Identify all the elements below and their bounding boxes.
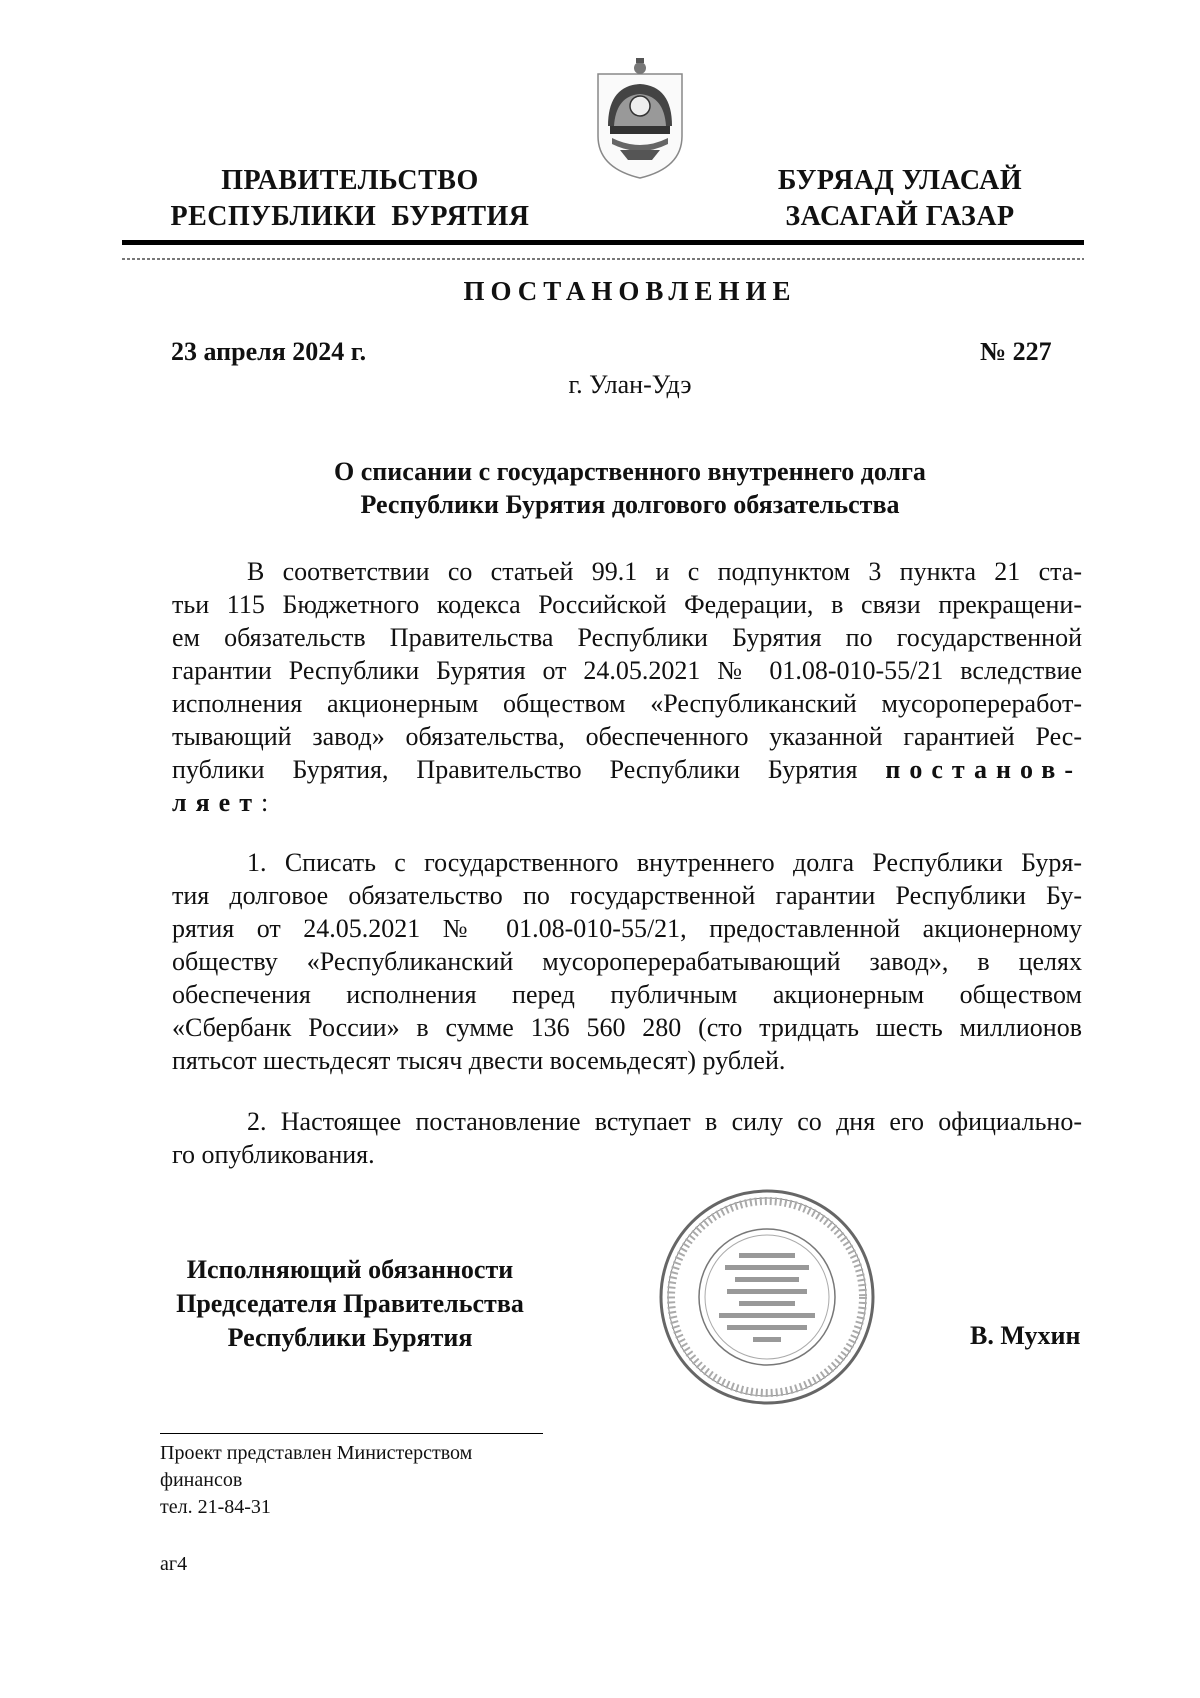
- item-2-line: го опубликования.: [172, 1140, 375, 1169]
- government-name-bua-line-1: БУРЯАД УЛАСАЙ: [777, 165, 1023, 196]
- footer-line-2: финансов: [160, 1469, 243, 1491]
- government-name-line-2: РЕСПУБЛИКИ БУРЯТИЯ: [170, 201, 530, 232]
- preamble-line: тьи 115 Бюджетного кодекса Российской Федерации, в связи прекращени-: [172, 590, 1082, 619]
- document-title: [160, 455, 1100, 521]
- government-name-line-1: ПРАВИТЕЛЬСТВО: [221, 165, 479, 196]
- item-2-paragraph: [172, 1105, 1082, 1171]
- item-1-line: 1. Списать с государственного внутреннего долга Республики Буря-: [247, 848, 1082, 877]
- signatory-position: [150, 1253, 550, 1355]
- preamble-line: гарантии Республики Бурятия от 24.05.2021 № 01.08-010-55/21 вследствие: [172, 656, 1082, 685]
- preamble-line-with-keyword: [172, 753, 1082, 786]
- signatory-name: В. Мухин: [970, 1321, 1081, 1350]
- document-city: г. Улан-Удэ: [568, 370, 692, 399]
- title-line-2: Республики Бурятия долгового обязательства: [360, 490, 900, 519]
- signatory-position-line-2: Председателя Правительства: [176, 1289, 524, 1318]
- header-divider-thin: [122, 258, 1084, 260]
- preamble-line: публики Бурятия, Правительство Республики Бурятия: [172, 755, 858, 784]
- preamble-line: В соответствии со статьей 99.1 и с подпунктом 3 пункта 21 ста-: [247, 557, 1082, 586]
- document-date: 23 апреля 2024 г.: [171, 337, 367, 366]
- footer-line-1: Проект представлен Министерством: [160, 1442, 473, 1464]
- footer-line-3: тел. 21-84-31: [160, 1496, 271, 1518]
- government-name-ru: [150, 163, 550, 235]
- decree-keyword-part-2: ляет: [172, 788, 261, 817]
- item-1-line: рятия от 24.05.2021 № 01.08-010-55/21, предоставленной акционерному: [172, 914, 1082, 943]
- preamble-line: ем обязательств Правительства Республики Бурятия по государственной: [172, 623, 1082, 652]
- item-1-line: «Сбербанк России» в сумме 136 560 280 (сто тридцать шесть миллионов: [172, 1013, 1082, 1042]
- preamble-paragraph: [172, 555, 1082, 819]
- preamble-line: тывающий завод» обязательства, обеспеченного указанной гарантией Рес-: [172, 722, 1082, 751]
- item-1-line: пятьсот шестьдесят тысяч двести восемьдесят) рублей.: [172, 1046, 786, 1075]
- coat-of-arms-icon: [590, 56, 690, 180]
- document-type: ПОСТАНОВЛЕНИЕ: [463, 276, 797, 306]
- government-name-bua-line-2: ЗАСАГАЙ ГАЗАР: [785, 201, 1015, 232]
- official-seal-icon: [657, 1187, 877, 1407]
- signatory-position-line-3: Республики Бурятия: [227, 1323, 473, 1352]
- item-2-line: 2. Настоящее постановление вступает в силу со дня его официально-: [247, 1107, 1082, 1136]
- signatory-position-line-1: Исполняющий обязанности: [186, 1255, 514, 1284]
- item-1-line: обществу «Республиканский мусороперерабатывающий завод», в целях: [172, 947, 1082, 976]
- item-1-line: обеспечения исполнения перед публичным акционерным обществом: [172, 980, 1082, 1009]
- footer-note: [160, 1440, 472, 1521]
- decree-keyword-part-1: постанов-: [885, 755, 1083, 784]
- footer-code: аг4: [160, 1553, 188, 1575]
- preamble-line: исполнения акционерным обществом «Республиканский мусоропереработ-: [172, 689, 1082, 718]
- footer-divider: [160, 1433, 543, 1434]
- preamble-line-end: [172, 786, 1082, 819]
- item-1-line: тия долговое обязательство по государственной гарантии Республики Бу-: [172, 881, 1082, 910]
- government-name-bua: [740, 163, 1060, 235]
- document-number: № 227: [980, 337, 1052, 366]
- keyword-colon: :: [260, 788, 269, 817]
- header-divider-thick: [122, 240, 1084, 245]
- item-1-paragraph: [172, 846, 1082, 1077]
- title-line-1: О списании с государственного внутреннего долга: [334, 457, 926, 486]
